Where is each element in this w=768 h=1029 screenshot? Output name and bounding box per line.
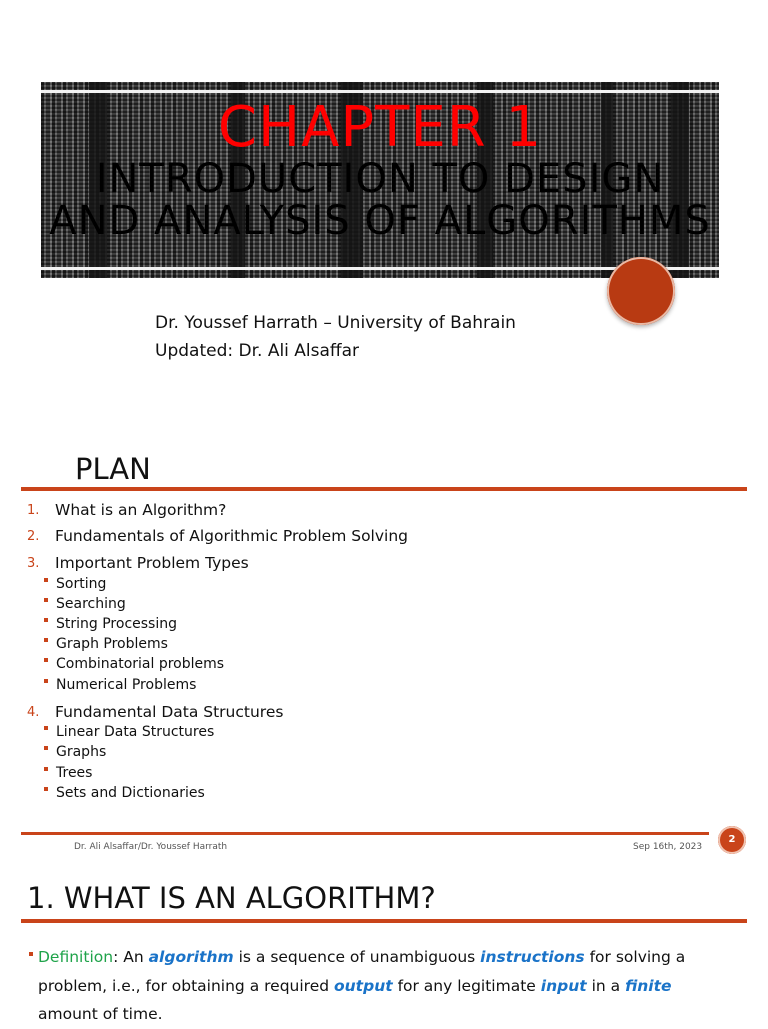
plan-item: Fundamentals of Algorithmic Problem Solving [55,527,408,545]
text-run: for any legitimate [392,976,541,995]
bullet-marker [44,679,48,683]
text-run: in a [586,976,626,995]
chapter-subtitle [41,158,719,242]
keyword-output: output [334,976,393,995]
decorative-circle [607,257,675,325]
plan-item: Fundamental Data Structures [55,703,284,721]
plan-subitem: Sets and Dictionaries [56,785,205,801]
plan-item: Important Problem Types [55,554,249,572]
plan-title: PLAN [75,452,151,486]
section-title: 1. WHAT IS AN ALGORITHM? [27,881,436,915]
keyword-finite: finite [625,976,672,995]
plan-subitem: Graphs [56,744,107,760]
plan-subitem: Graph Problems [56,636,168,652]
plan-subitem: Sorting [56,576,107,592]
definition-paragraph [38,943,728,1029]
plan-subitem: Numerical Problems [56,677,197,693]
chapter-title: CHAPTER 1 [217,95,543,160]
plan-subitem: String Processing [56,616,177,632]
plan-subitem: Combinatorial problems [56,656,225,672]
bullet-marker [44,767,48,771]
keyword-instructions: instructions [480,948,585,966]
plan-item: What is an Algorithm? [55,501,227,519]
text-run: for solving a problem, i.e., for obtaining a required [38,948,686,995]
updated-line: Updated: Dr. Ali Alsaffar [155,341,360,361]
definition-label: Definition [38,948,114,966]
text-run: amount of time. [38,1005,163,1023]
bullet-marker [44,578,48,582]
bullet-marker [44,618,48,622]
plan-subitem: Linear Data Structures [56,724,215,740]
item-number: 1. [27,503,40,518]
subtitle-line-2: AND ANALYSIS OF ALGORITHMS [49,198,711,244]
bullet-marker [44,746,48,750]
footer-rule [21,832,709,835]
bullet-marker [44,598,48,602]
page-number-badge: 2 [718,826,746,854]
footer-date: Sep 16th, 2023 [633,842,703,852]
keyword-algorithm: algorithm [148,948,234,966]
text-run: is a sequence of unambiguous [233,948,481,966]
item-number: 3. [27,556,40,571]
title-rule [21,487,747,491]
keyword-input: input [540,976,587,995]
text-run: : An [113,948,149,966]
footer-author: Dr. Ali Alsaffar/Dr. Youssef Harrath [74,842,228,852]
bullet-marker [44,787,48,791]
author-line: Dr. Youssef Harrath – University of Bahrain [155,313,516,333]
item-number: 4. [27,705,40,720]
subtitle-line-1: INTRODUCTION TO DESIGN [95,156,665,202]
bullet-marker [44,726,48,730]
plan-subitem: Searching [56,596,126,612]
bullet-marker [44,658,48,662]
bullet-marker [29,952,33,956]
title-rule [21,919,747,923]
bullet-marker [44,638,48,642]
item-number: 2. [27,529,40,544]
plan-subitem: Trees [56,765,93,781]
